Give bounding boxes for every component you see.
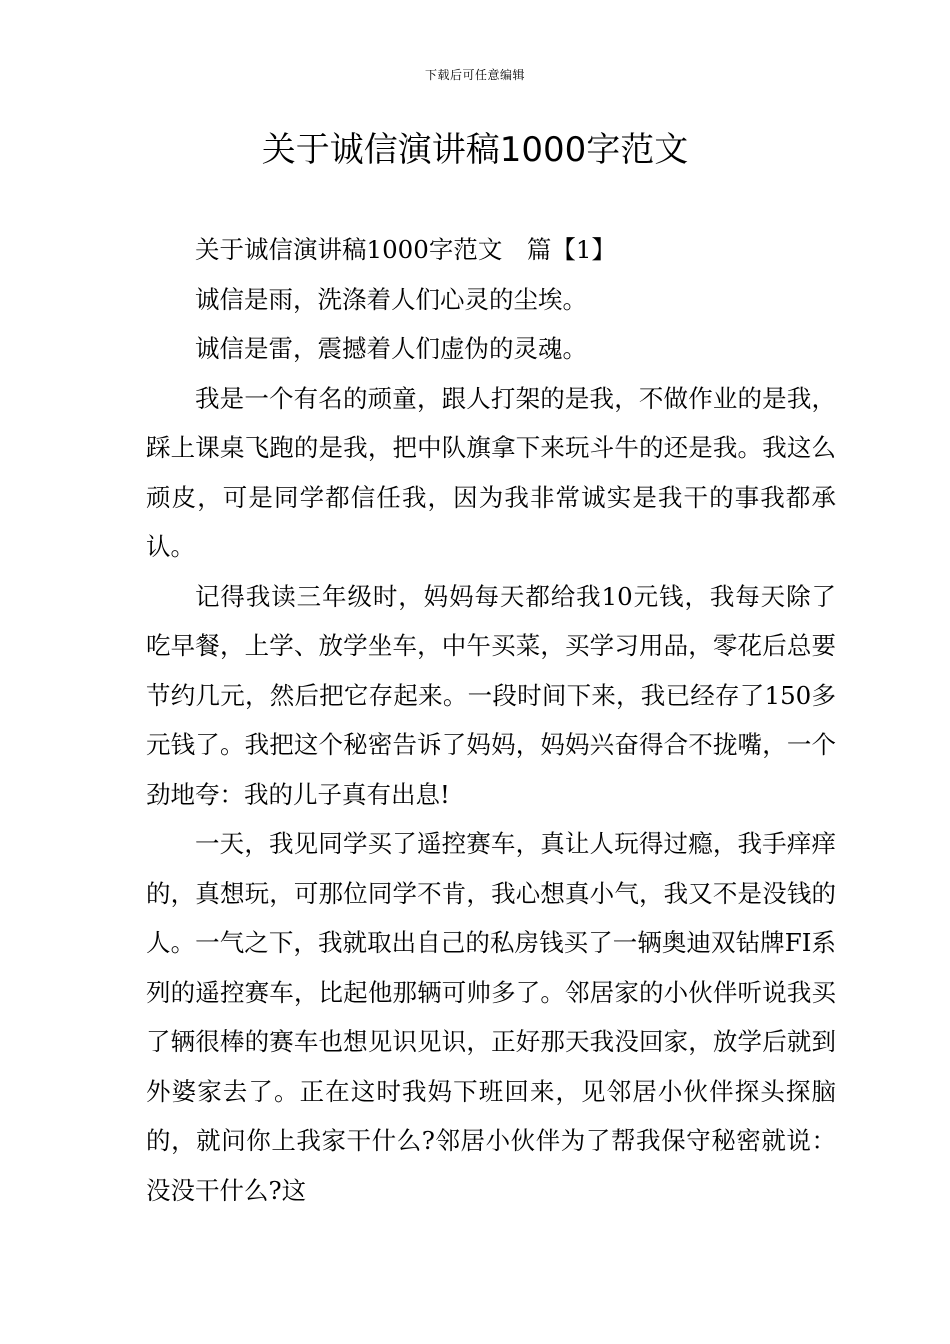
document-title: 关于诚信演讲稿1000字范文 bbox=[261, 130, 689, 170]
section-heading: 关于诚信演讲稿1000字范文 篇【1】 bbox=[195, 235, 616, 264]
document-body bbox=[146, 225, 836, 1215]
header-note: 下载后可任意编辑 bbox=[424, 68, 525, 82]
paragraph: 一天，我见同学买了遥控赛车，真让人玩得过瘾，我手痒痒的，真想玩，可那位同学不肯，我心想真小气，我又不是没钱的人。一气之下，我就取出自己的私房钱买了一辆奥迪双钻牌FI系列的遥控赛车，比起他那辆可帅多了。邻居家的小伙伴听说我买了辆很棒的赛车也想见识见识，正好那天我没回家，放学后就到外婆家去了。正在这时我妈下班回来，见邻居小伙伴探头探脑的，就问你上我家干什么?邻居小伙伴为了帮我保守秘密就说：没没干什么?这 bbox=[146, 829, 836, 1205]
paragraph: 记得我读三年级时，妈妈每天都给我10元钱，我每天除了吃早餐，上学、放学坐车，中午买菜，买学习用品，零花后总要节约几元，然后把它存起来。一段时间下来，我已经存了150多元钱了。我把这个秘密告诉了妈妈，妈妈兴奋得合不拢嘴，一个劲地夸：我的儿子真有出息! bbox=[146, 581, 836, 809]
paragraph: 我是一个有名的顽童，跟人打架的是我，不做作业的是我，踩上课桌飞跑的是我，把中队旗拿下来玩斗牛的还是我。我这么顽皮，可是同学都信任我，因为我非常诚实是我干的事我都承认。 bbox=[146, 383, 836, 561]
paragraph: 诚信是雨，洗涤着人们心灵的尘埃。 bbox=[195, 284, 587, 314]
paragraph: 诚信是雷，震撼着人们虚伪的灵魂。 bbox=[195, 334, 587, 363]
